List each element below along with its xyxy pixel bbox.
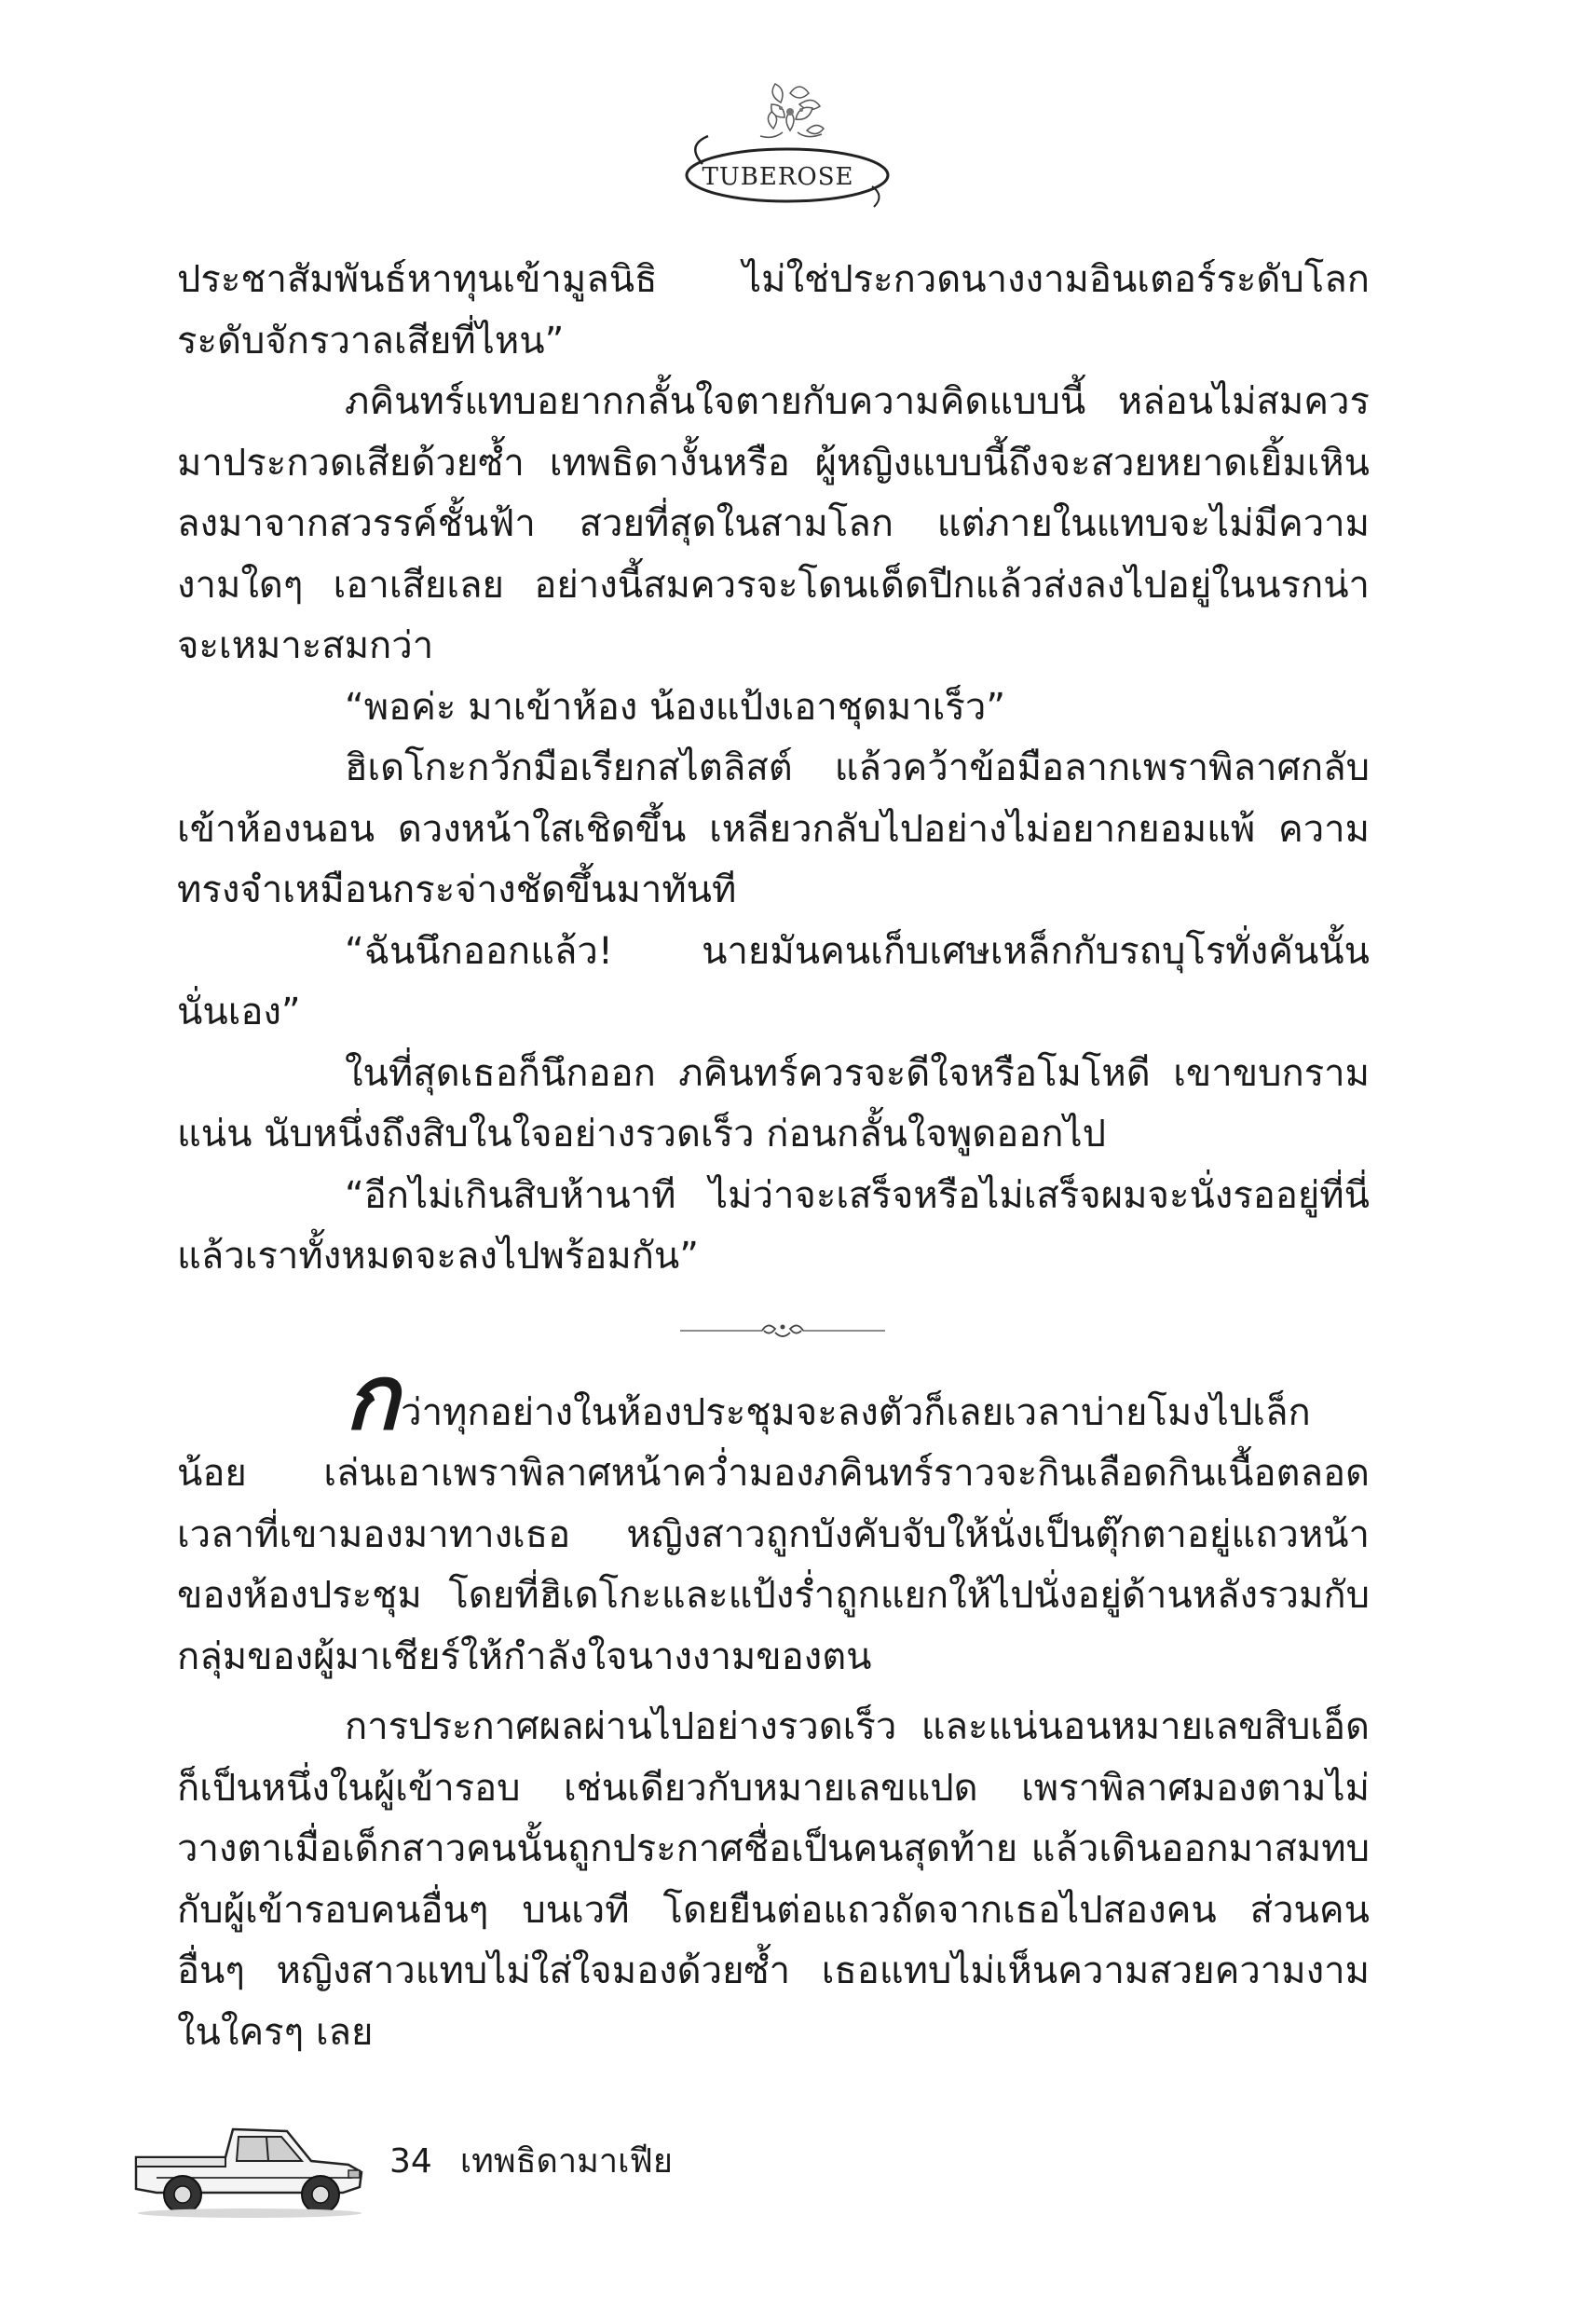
pickup-truck-icon bbox=[129, 2111, 373, 2221]
book-title: เทพธิดามาเฟีย bbox=[459, 2142, 673, 2181]
paragraph: ในที่สุดเธอก็นึกออก ภคินทร์ควรจะดีใจหรือโมโหดี เขาขบกรามแน่น นับหนึ่งถึงสิบในใจอย่างรวดเร็ว ก่อนกลั้นใจพูดออกไป bbox=[177, 1051, 1370, 1156]
section-divider bbox=[177, 1293, 1370, 1366]
page-footer bbox=[389, 2139, 673, 2185]
paragraph: “พอค่ะ มาเข้าห้อง น้องแป้งเอาชุดมาเร็ว” bbox=[345, 685, 1006, 729]
paragraph: ฮิเดโกะกวักมือเรียกสไตลิสต์ แล้วคว้าข้อมือลากเพราพิลาศกลับเข้าห้องนอน ดวงหน้าใสเชิดขึ้น เหลียวกลับไปอย่างไม่อยากยอมแพ้ ความทรงจำเหมือนกระจ่างชัดขึ้นมาทันที bbox=[177, 746, 1370, 911]
paragraph: การประกาศผลผ่านไปอย่างรวดเร็ว และแน่นอนหมายเลขสิบเอ็ดก็เป็นหนึ่งในผู้เข้ารอบ เช่นเดียวกับหมายเลขแปด เพราพิลาศมองตามไม่วางตาเมื่อเด็กสาวคนนั้นถูกประกาศชื่อเป็นคนสุดท้าย แล้วเดินออกมาสมทบกับผู้เข้ารอบคนอื่นๆ บนเวที โดยยืนต่อแถวถัดจากเธอไปสองคน ส่วนคนอื่นๆ หญิงสาวแทบไม่ใส่ใจมองด้วยซ้ำ เธอแทบไม่เห็นความสวยความงามในใครๆ เลย bbox=[177, 1705, 1370, 2054]
tuberose-logo bbox=[680, 75, 894, 214]
paragraph: ประชาสัมพันธ์หาทุนเข้ามูลนิธิ ไม่ใช่ประกวดนางงามอินเตอร์ระดับโลก ระดับจักรวาลเสียที่ไหน” bbox=[177, 258, 1370, 362]
page-body bbox=[177, 250, 1370, 2063]
opening-paragraph bbox=[177, 1345, 1370, 1689]
scroll-ornament-icon bbox=[680, 1312, 885, 1349]
paragraph: “ฉันนึกออกแล้ว! นายมันคนเก็บเศษเหล็กกับรถบุโรทั่งคันนั้นนั่นเอง” bbox=[177, 929, 1370, 1033]
paragraph: ภคินทร์แทบอยากกลั้นใจตายกับความคิดแบบนี้ หล่อนไม่สมควรมาประกวดเสียด้วยซ้ำ เทพธิดางั้นหรือ ผู้หญิงแบบนี้ถึงจะสวยหยาดเยิ้มเหินลงมาจากสวรรค์ชั้นฟ้า สวยที่สุดในสามโลก แต่ภายในแทบจะไม่มีความงามใดๆ เอาเสียเลย อย่างนี้สมควรจะโดนเด็ดปีกแล้วส่งลงไปอยู่ในนรกน่าจะเหมาะสมกว่า bbox=[177, 380, 1370, 667]
paragraph: “อีกไม่เกินสิบห้านาที ไม่ว่าจะเสร็จหรือไม่เสร็จผมจะนั่งรออยู่ที่นี่แล้วเราทั้งหมดจะลงไปพร้อมกัน” bbox=[177, 1173, 1370, 1278]
drop-cap: ก bbox=[345, 1345, 400, 1450]
logo-text: TUBEROSE bbox=[702, 163, 854, 191]
page-number: 34 bbox=[389, 2142, 432, 2181]
opening-paragraph-text: ว่าทุกอย่างในห้องประชุมจะลงตัวก็เลยเวลาบ่ายโมงไปเล็กน้อย เล่นเอาเพราพิลาศหน้าคว่ำมองภคินทร์ราวจะกินเลือดกินเนื้อตลอดเวลาที่เขามองมาทางเธอ หญิงสาวถูกบังคับจับให้นั่งเป็นตุ๊กตาอยู่แถวหน้าของห้องประชุม โดยที่ฮิเดโกะและแป้งร่ำถูกแยกให้ไปนั่งอยู่ด้านหลังรวมกับกลุ่มของผู้มาเชียร์ให้กำลังใจนางงามของตน bbox=[177, 1390, 1370, 1678]
